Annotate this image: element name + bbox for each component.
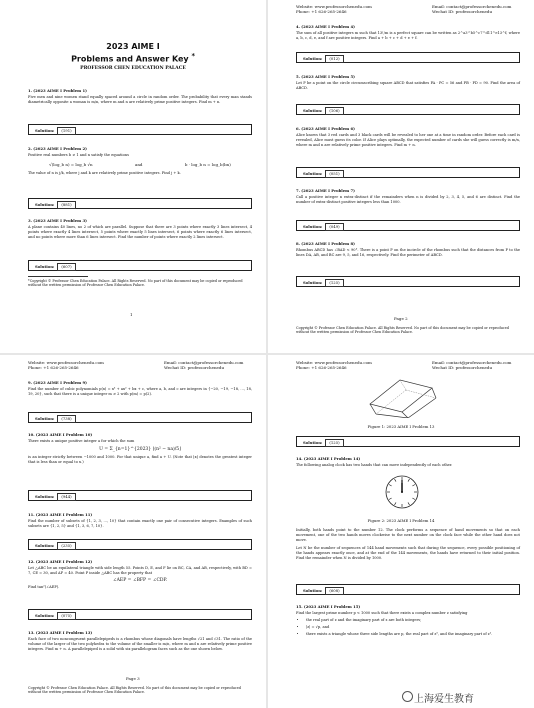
problem-8 <box>296 241 520 258</box>
problem-13 <box>28 630 252 652</box>
answer: (012) <box>325 55 343 63</box>
solution-box: Solution: (608) <box>296 584 520 595</box>
answer: (608) <box>325 587 343 595</box>
answer: (607) <box>57 263 75 271</box>
problem-5 <box>296 74 520 91</box>
equation-a: √(log_b n) = log_b √n <box>49 162 93 167</box>
problem-7 <box>296 188 520 205</box>
problem-heading: 1. (2023 AIME I Problem 1) <box>28 88 87 93</box>
problem-text: Find the number of subsets of {1, 2, 3, ..., 10} that contain exactly one pair of consecutive integers. Examples of such subsets are {1, 2, 5} and {1, 3, 6, 7, 10}. <box>28 519 252 528</box>
problem-heading: 7. (2023 AIME I Problem 7) <box>296 188 355 193</box>
answer: (051) <box>325 170 343 178</box>
doc-title: 2023 AIME I <box>106 42 160 51</box>
problem-15 <box>296 604 520 639</box>
problem-text: Five men and nine women stand equally spaced around a circle in random order. The probability that every man stands diametrically opposite a woman is m/n, where m and n are relatively prime positive integers. Find m + n. <box>28 95 252 104</box>
problem-text: Find the number of cubic polynomials p(x) = x³ + ax² + bx + c, where a, b, and c are integers in {−20, −19, −18, ..., 18, 19, 20}, such that there is a unique integer m ≠ 2 with p(m) = p(2). <box>28 387 252 396</box>
problem-14 <box>296 456 520 468</box>
page-gutter-horizontal <box>0 353 534 355</box>
problem-heading: 2. (2023 AIME I Problem 2) <box>28 146 87 151</box>
answer: (738) <box>57 415 75 423</box>
solution-box: Solution: (051) <box>296 167 520 178</box>
watermark-logo-icon <box>402 691 413 702</box>
problem-text-2: The value of n is j/k, where j and k are relatively prime positive integers. Find j + k. <box>28 171 181 175</box>
page-3 <box>0 356 266 708</box>
answer: (881) <box>57 201 75 209</box>
solution-box: Solution: (125) <box>296 436 520 447</box>
copyright: Copyright © Professor Chen Education Palace. All Rights Reserved. No part of this document may be copied or reproduced without the written permission of Professor Chen Education Palace. <box>296 326 509 335</box>
answer: (075) <box>57 612 75 620</box>
sum-formula: U = Σ_{n=1}^{2023} ⌊(n² − na)/5⌋ <box>99 447 181 452</box>
problem-text: A plane contains 40 lines, no 2 of which are parallel. Suppose that there are 3 points where exactly 3 lines intersect, 4 points where exactly 4 lines intersect, 5 points where exactly 5 lines intersect, 6 points where exactly 6 lines intersect, and no points where more than 6 lines intersect. Find the number of points where exactly 2 lines intersect. <box>28 225 252 239</box>
problem-12 <box>28 559 252 590</box>
header-left: Website: www.professorchenedu.com Phone: +1 626-265-2646 <box>296 4 372 14</box>
clock-figure <box>384 474 420 510</box>
solution-box: Solution: (944) <box>28 490 252 501</box>
solution-box: Solution: (738) <box>28 412 252 423</box>
doc-subtitle: Problems and Answer Key * <box>71 52 195 64</box>
problem-heading: 5. (2023 AIME I Problem 5) <box>296 74 355 79</box>
page-number: Page 3 <box>126 676 140 681</box>
answer: (125) <box>325 439 343 447</box>
clock-center <box>401 491 403 493</box>
problem-heading: 13. (2023 AIME I Problem 13) <box>28 630 93 635</box>
problem-heading: 4. (2023 AIME I Problem 4) <box>296 24 355 29</box>
page-1 <box>0 0 266 352</box>
solution-box: Solution: (235) <box>28 539 252 550</box>
solution-box: Solution: (106) <box>296 104 520 115</box>
watermark-text: 上海爱生教育 <box>414 694 474 705</box>
figure-1-caption: Figure 1: 2023 AIME I Problem 13 <box>367 424 435 429</box>
problem-10 <box>28 432 252 465</box>
problem-text: There exists a unique positive integer a for which the sum <box>28 439 135 443</box>
problem-2 <box>28 146 252 176</box>
parallelepiped-figure <box>360 374 440 418</box>
problem-text: Call a positive integer n extra-distinct if the remainders when n is divided by 2, 3, 4, 5, and 6 are distinct. Find the number of extra-distinct positive integers less than 1000. <box>296 195 520 204</box>
problem-text: Let P be a point on the circle circumscribing square ABCD that satisfies PA · PC = 56 and PB · PD = 90. Find the area of ABCD. <box>296 81 520 90</box>
problem-1 <box>28 88 252 105</box>
problem-text: Let △ABC be an equilateral triangle with side length 55. Points D, E, and F lie on BC, CA, and AB, respectively, with BD = 7, CE = 30, and AF = 40. Point P inside △ABC has the property that <box>28 566 252 575</box>
answer: (125) <box>325 279 343 287</box>
problem-heading: 9. (2023 AIME I Problem 9) <box>28 380 87 385</box>
problem-heading: 8. (2023 AIME I Problem 8) <box>296 241 355 246</box>
condition-list <box>296 618 520 637</box>
copyright: Copyright © Professor Chen Education Palace. All Rights Reserved. No part of this document may be copied or reproduced without the written permission of Professor Chen Education Palace. <box>28 686 241 695</box>
condition-item: • |z| = √p, and <box>306 625 520 630</box>
header-right: Email: contact@professorchenedu.com Wechat ID: professorchenedu <box>432 360 512 370</box>
problem-14-continued <box>296 528 520 561</box>
header-right: Email: contact@professorchenedu.com Wechat ID: professorchenedu <box>164 360 244 370</box>
doc-org: PROFESSOR CHEN EDUCATION PALACE <box>80 66 186 71</box>
problem-11 <box>28 512 252 529</box>
problem-heading: 3. (2023 AIME I Problem 3) <box>28 218 87 223</box>
solution-box: Solution: (881) <box>28 198 252 209</box>
equation-b: b · log_b n = log_b(bn) <box>184 162 231 167</box>
problem-4 <box>296 24 520 41</box>
problem-heading: 10. (2023 AIME I Problem 10) <box>28 432 93 437</box>
solution-box: Solution: (191) <box>28 124 252 135</box>
problem-heading: 11. (2023 AIME I Problem 11) <box>28 512 93 517</box>
problem-text: Alice knows that 3 red cards and 3 black cards will be revealed to her one at a time in random order. Before each card is revealed, Alice must guess its color. If Alice plays optimally, the expected number of cards she will guess correctly is m/n, where m and n are relatively prime positive integers. Find m + n. <box>296 133 520 147</box>
problem-text-2: Let N be the number of sequences of 144 hand movements such that during the sequence, every possible positioning of the hands appears exactly once, and at the end of the 144 movements, the hands have returned to their initial position. Find the remainder when N is divided by 1000. <box>296 546 520 560</box>
solution-box: Solution: (075) <box>28 609 252 620</box>
problem-text: Initially, both hands point to the number 12. The clock performs a sequence of hand movements so that on each movement, one of the two hands moves clockwise to the next number on the clock face while the other hand does not move. <box>296 528 520 542</box>
page-number: 1 <box>130 312 133 317</box>
answer: (106) <box>325 107 343 115</box>
equation-and: and <box>134 162 143 167</box>
problem-text: Positive real numbers b ≠ 1 and n satisfy the equations <box>28 153 129 157</box>
condition-item: • there exists a triangle whose three side lengths are p, the real part of z³, and the imaginary part of z². <box>306 632 520 637</box>
answer: (191) <box>57 127 75 135</box>
problem-text: Each face of two noncongruent parallelepipeds is a rhombus whose diagonals have lengths √21 and √31. The ratio of the volume of the larger of the two polyhedra to the volume of the smaller is m/n, where m and n are relatively prime positive integers. Find m + n. A parallelepiped is a solid with six parallelogram faces such as the one shown below. <box>28 637 252 651</box>
footnote-rule <box>28 276 88 277</box>
problem-6 <box>296 126 520 148</box>
page-2 <box>268 0 534 352</box>
problem-text: The sum of all positive integers m such that 13!/m is a perfect square can be written as 2^a3^b5^c7^d11^e13^f, where a, b, c, d, e, and f are positive integers. Find a + b + c + d + e + f. <box>296 31 520 40</box>
problem-text: Rhombus ABCD has ∠BAD < 90°. There is a point P on the incircle of the rhombus such that the distances from P to the lines DA, AB, and BC are 9, 5, and 16, respectively. Find the perimeter of ABCD. <box>296 248 520 257</box>
problem-heading: 14. (2023 AIME I Problem 14) <box>296 456 361 461</box>
footnote: *Copyright © Professor Chen Education Palace. All Rights Reserved. No part of this document may be copied or reproduced without the written permission of Professor Chen Education Palace. <box>28 279 243 288</box>
figure-2-caption: Figure 2: 2023 AIME I Problem 14 <box>367 518 435 523</box>
problem-text: The following analog clock has two hands that can move independently of each other. <box>296 463 453 467</box>
page-4 <box>268 356 534 708</box>
header-right: Email: contact@professorchenedu.com Wechat ID: professorchenedu <box>432 4 512 14</box>
solution-box: Solution: (607) <box>28 260 252 271</box>
solution-box: Solution: (012) <box>296 52 520 63</box>
header-left: Website: www.professorchenedu.com Phone: +1 626-265-2646 <box>296 360 372 370</box>
problem-3 <box>28 218 252 240</box>
page-number: Page 2 <box>394 316 408 321</box>
solution-box: Solution: (049) <box>296 220 520 231</box>
problem-heading: 15. (2023 AIME I Problem 15) <box>296 604 361 609</box>
title-footnote-mark: * <box>191 52 195 60</box>
angle-equation: ∠AEP = ∠BFP = ∠CDP. <box>112 578 168 583</box>
equations <box>28 162 252 167</box>
problem-text-2: Find tan²(∠AEP). <box>28 585 60 589</box>
solution-box: Solution: (125) <box>296 276 520 287</box>
problem-heading: 6. (2023 AIME I Problem 6) <box>296 126 355 131</box>
answer: (944) <box>57 493 75 501</box>
header-left: Website: www.professorchenedu.com Phone: +1 626-265-2646 <box>28 360 104 370</box>
problem-heading: 12. (2023 AIME I Problem 12) <box>28 559 93 564</box>
condition-item: • the real part of z and the imaginary part of z are both integers; <box>306 618 520 623</box>
problem-text-2: is an integer strictly between −1000 and 1000. For that unique a, find a + U. (Note that ⌊x⌋ denotes the greatest integer that is less than or equal to x.) <box>28 455 252 464</box>
answer: (235) <box>57 542 75 550</box>
problem-9 <box>28 380 252 397</box>
problem-text: Find the largest prime number p < 1000 such that there exists a complex number z satisfying <box>296 611 468 615</box>
answer: (049) <box>325 223 343 231</box>
